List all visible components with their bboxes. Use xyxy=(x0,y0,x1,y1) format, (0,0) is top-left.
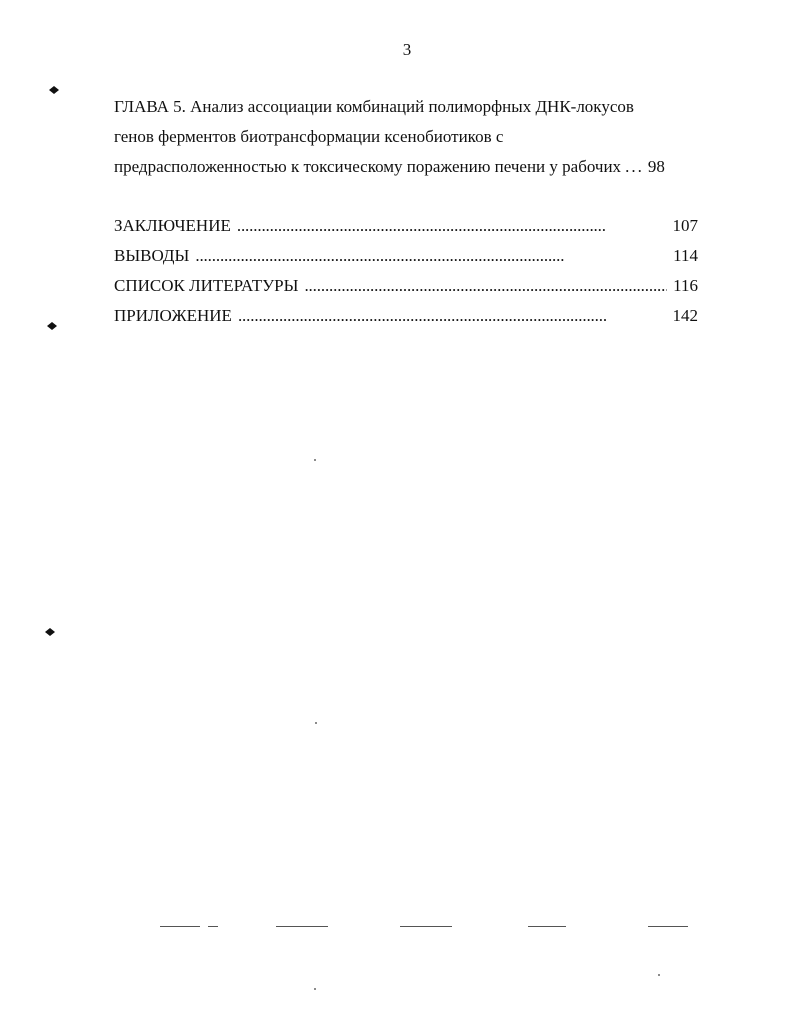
binding-hole-mark xyxy=(44,628,54,636)
toc-entry-title: ЗАКЛЮЧЕНИЕ xyxy=(114,216,231,235)
scan-speck xyxy=(314,988,316,990)
chapter-5-title-line-3 xyxy=(114,152,704,182)
toc-entry-conclusion[interactable] xyxy=(114,216,698,236)
toc-entry-title: ПРИЛОЖЕНИЕ xyxy=(114,306,232,325)
toc-chapter-5[interactable] xyxy=(114,92,704,182)
dot-leader xyxy=(237,216,667,236)
toc-entry-findings[interactable] xyxy=(114,246,698,266)
binding-hole-mark xyxy=(46,322,56,330)
scan-speck xyxy=(315,722,317,724)
dot-leader xyxy=(304,276,667,296)
scan-speck xyxy=(658,974,660,976)
toc-entry-appendix[interactable] xyxy=(114,306,698,326)
scan-artifact-line xyxy=(208,926,218,927)
scan-artifact-line xyxy=(648,926,688,927)
scan-artifact-line xyxy=(160,926,200,927)
page-number: 3 xyxy=(402,40,412,59)
scan-speck xyxy=(314,459,316,461)
toc-entry-page: 116 xyxy=(673,276,698,295)
toc-entry-page: 107 xyxy=(672,216,698,235)
toc-entry-title: СПИСОК ЛИТЕРАТУРЫ xyxy=(114,276,299,295)
scan-artifact-line xyxy=(400,926,452,927)
toc-entry-title: ВЫВОДЫ xyxy=(114,246,190,265)
scan-artifact-line xyxy=(528,926,566,927)
scan-artifact-line xyxy=(276,926,328,927)
chapter-5-title-line-3-text: предрасположенностью к токсическому поражению печени у рабочих xyxy=(114,157,622,176)
chapter-5-title-line-1: ГЛАВА 5. Анализ ассоциации комбинаций полиморфных ДНК-локусов xyxy=(114,97,634,116)
dot-leader xyxy=(195,246,667,266)
dot-leader: ... xyxy=(625,157,644,176)
toc-entry-page: 114 xyxy=(673,246,698,265)
chapter-5-page-number: 98 xyxy=(647,157,665,176)
dot-leader xyxy=(238,306,667,326)
toc-entry-references[interactable] xyxy=(114,276,698,296)
binding-hole-mark xyxy=(48,86,58,94)
toc-entry-page: 142 xyxy=(672,306,698,325)
chapter-5-title-line-2: генов ферментов биотрансформации ксенобиотиков с xyxy=(114,127,504,146)
